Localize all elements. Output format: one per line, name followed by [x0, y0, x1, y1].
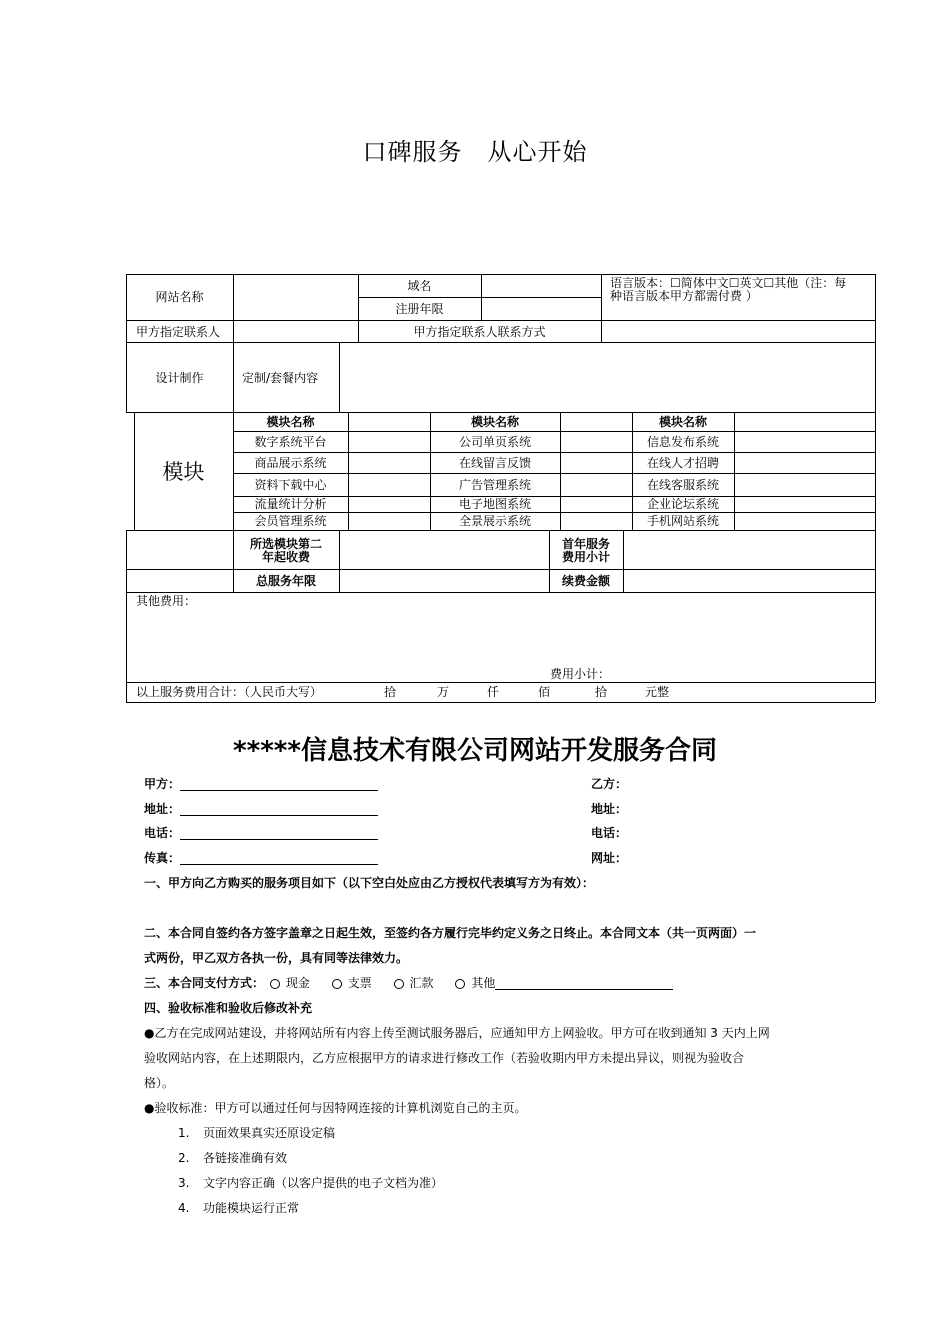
first-year-fee-label-b: 费用小计 [561, 550, 610, 564]
domain-label: 域名 [407, 279, 432, 293]
lang-version-note: 种语言版本甲方都需付费 ） [610, 289, 758, 303]
module-item: 电子地图系统 [458, 497, 531, 511]
second-year-fee-label-b: 年起收费 [261, 550, 310, 564]
list-item-4 [178, 1201, 299, 1215]
module-item: 数字系统平台 [254, 435, 327, 449]
address-a-blank[interactable] [180, 803, 378, 816]
fax-row [144, 851, 378, 865]
unit-label: 仟 [487, 685, 500, 699]
module-item: 广告管理系统 [458, 478, 531, 492]
section-2-line2: 式两份，甲乙双方各执一份，具有同等法律效力。 [144, 951, 409, 965]
fee-subtotal-label: 费用小计： [550, 667, 611, 681]
module-item: 商品展示系统 [254, 456, 327, 470]
address-a-row [144, 802, 378, 816]
module-item: 全景展示系统 [458, 514, 531, 528]
site-name-label: 网站名称 [155, 290, 204, 304]
address-b-label: 地址： [591, 802, 628, 816]
contact-method-label: 甲方指定联系人联系方式 [413, 325, 546, 339]
list-item-3 [178, 1176, 443, 1190]
reg-years-label: 注册年限 [395, 302, 444, 316]
module-item: 在线客服系统 [646, 478, 719, 492]
acceptance-standard: ●验收标准：甲方可以通过任何与因特网连接的计算机浏览自己的主页。 [144, 1101, 527, 1115]
contract-title: *****信息技术有限公司网站开发服务合同 [233, 736, 717, 766]
lang-version-label: 语言版本：☐简体中文☐英文☐其他（注：每 [610, 276, 847, 290]
list-item-2 [178, 1151, 287, 1165]
pay-transfer-label: 汇款 [409, 976, 434, 990]
section-2-line1: 二、本合同自签约各方签字盖章之日起生效，至签约各方履行完毕约定义务之日终止。本合同文本（共一页两面）一 [144, 926, 757, 940]
list-item-1 [178, 1126, 335, 1140]
section-3-label: 三、本合同支付方式： [144, 976, 265, 990]
pay-other-label: 其他 [471, 976, 496, 990]
list-number: 2. [178, 1151, 190, 1165]
list-text: 文字内容正确（以客户提供的电子文档为准） [203, 1176, 444, 1190]
acceptance-line1: ●乙方在完成网站建设，并将网站所有内容上传至测试服务器后，应通知甲方上网验收。甲方可在收到通知 3 天内上网 [144, 1026, 770, 1040]
module-col3-header: 模块名称 [658, 415, 707, 429]
radio-check[interactable] [332, 979, 342, 989]
fax-label: 传真： [144, 851, 181, 865]
list-text: 功能模块运行正常 [203, 1201, 300, 1215]
module-item: 企业论坛系统 [646, 497, 719, 511]
tel-a-label: 电话： [144, 826, 181, 840]
website-label: 网址： [591, 851, 628, 865]
module-item: 资料下载中心 [254, 478, 327, 492]
list-text: 页面效果真实还原设定稿 [203, 1126, 336, 1140]
pay-other-blank[interactable] [495, 977, 673, 990]
total-years-label: 总服务年限 [255, 574, 316, 588]
list-text: 各链接准确有效 [203, 1151, 288, 1165]
radio-other[interactable] [455, 979, 465, 989]
radio-cash[interactable] [270, 979, 280, 989]
custom-package-label: 定制/套餐内容 [242, 371, 319, 385]
other-fees-label: 其他费用： [136, 594, 197, 608]
address-a-label: 地址： [144, 802, 181, 816]
module-item: 公司单页系统 [458, 435, 531, 449]
module-item: 在线人才招聘 [646, 456, 719, 470]
tel-a-row [144, 826, 378, 840]
unit-label: 拾 [384, 685, 397, 699]
unit-label: 佰 [538, 685, 551, 699]
tel-a-blank[interactable] [180, 827, 378, 840]
total-amount-label: 以上服务费用合计：（人民币大写） [136, 685, 323, 699]
module-item: 手机网站系统 [646, 514, 719, 528]
module-item: 流量统计分析 [254, 497, 327, 511]
module-item: 在线留言反馈 [458, 456, 531, 470]
slogan: 口碑服务 从心开始 [362, 138, 588, 166]
acceptance-line2: 验收网站内容，在上述期限内，乙方应根据甲方的请求进行修改工作（若验收期内甲方未提出异议，则视为验收合 [144, 1051, 745, 1065]
module-col1-header: 模块名称 [266, 415, 315, 429]
module-item: 会员管理系统 [254, 514, 327, 528]
radio-transfer[interactable] [394, 979, 404, 989]
unit-label: 拾 [595, 685, 608, 699]
module-col2-header: 模块名称 [470, 415, 519, 429]
pay-check-label: 支票 [347, 976, 372, 990]
pay-cash-label: 现金 [285, 976, 310, 990]
section-1: 一、甲方向乙方购买的服务项目如下（以下空白处应由乙方授权代表填写方为有效）： [144, 876, 595, 890]
unit-label: 万 [437, 685, 450, 699]
design-label: 设计制作 [155, 371, 204, 385]
second-year-fee-label-a: 所选模块第二 [249, 537, 322, 551]
section-4: 四、验收标准和验收后修改补充 [144, 1001, 313, 1015]
unit-label: 元整 [645, 685, 670, 699]
acceptance-line3: 格）。 [144, 1076, 175, 1090]
contact-person-label: 甲方指定联系人 [136, 325, 221, 339]
renewal-label: 续费金额 [561, 574, 610, 588]
first-year-fee-label-a: 首年服务 [561, 537, 610, 551]
section-3-row [144, 976, 673, 990]
list-number: 3. [178, 1176, 190, 1190]
list-number: 1. [178, 1126, 190, 1140]
module-header: 模块 [162, 460, 205, 484]
party-b-label: 乙方： [591, 777, 628, 791]
party-a-blank[interactable] [180, 778, 378, 791]
module-item: 信息发布系统 [646, 435, 719, 449]
list-number: 4. [178, 1201, 190, 1215]
tel-b-label: 电话： [591, 826, 628, 840]
party-a-label: 甲方： [144, 777, 181, 791]
fax-blank[interactable] [180, 852, 378, 865]
party-a-row [144, 777, 378, 791]
